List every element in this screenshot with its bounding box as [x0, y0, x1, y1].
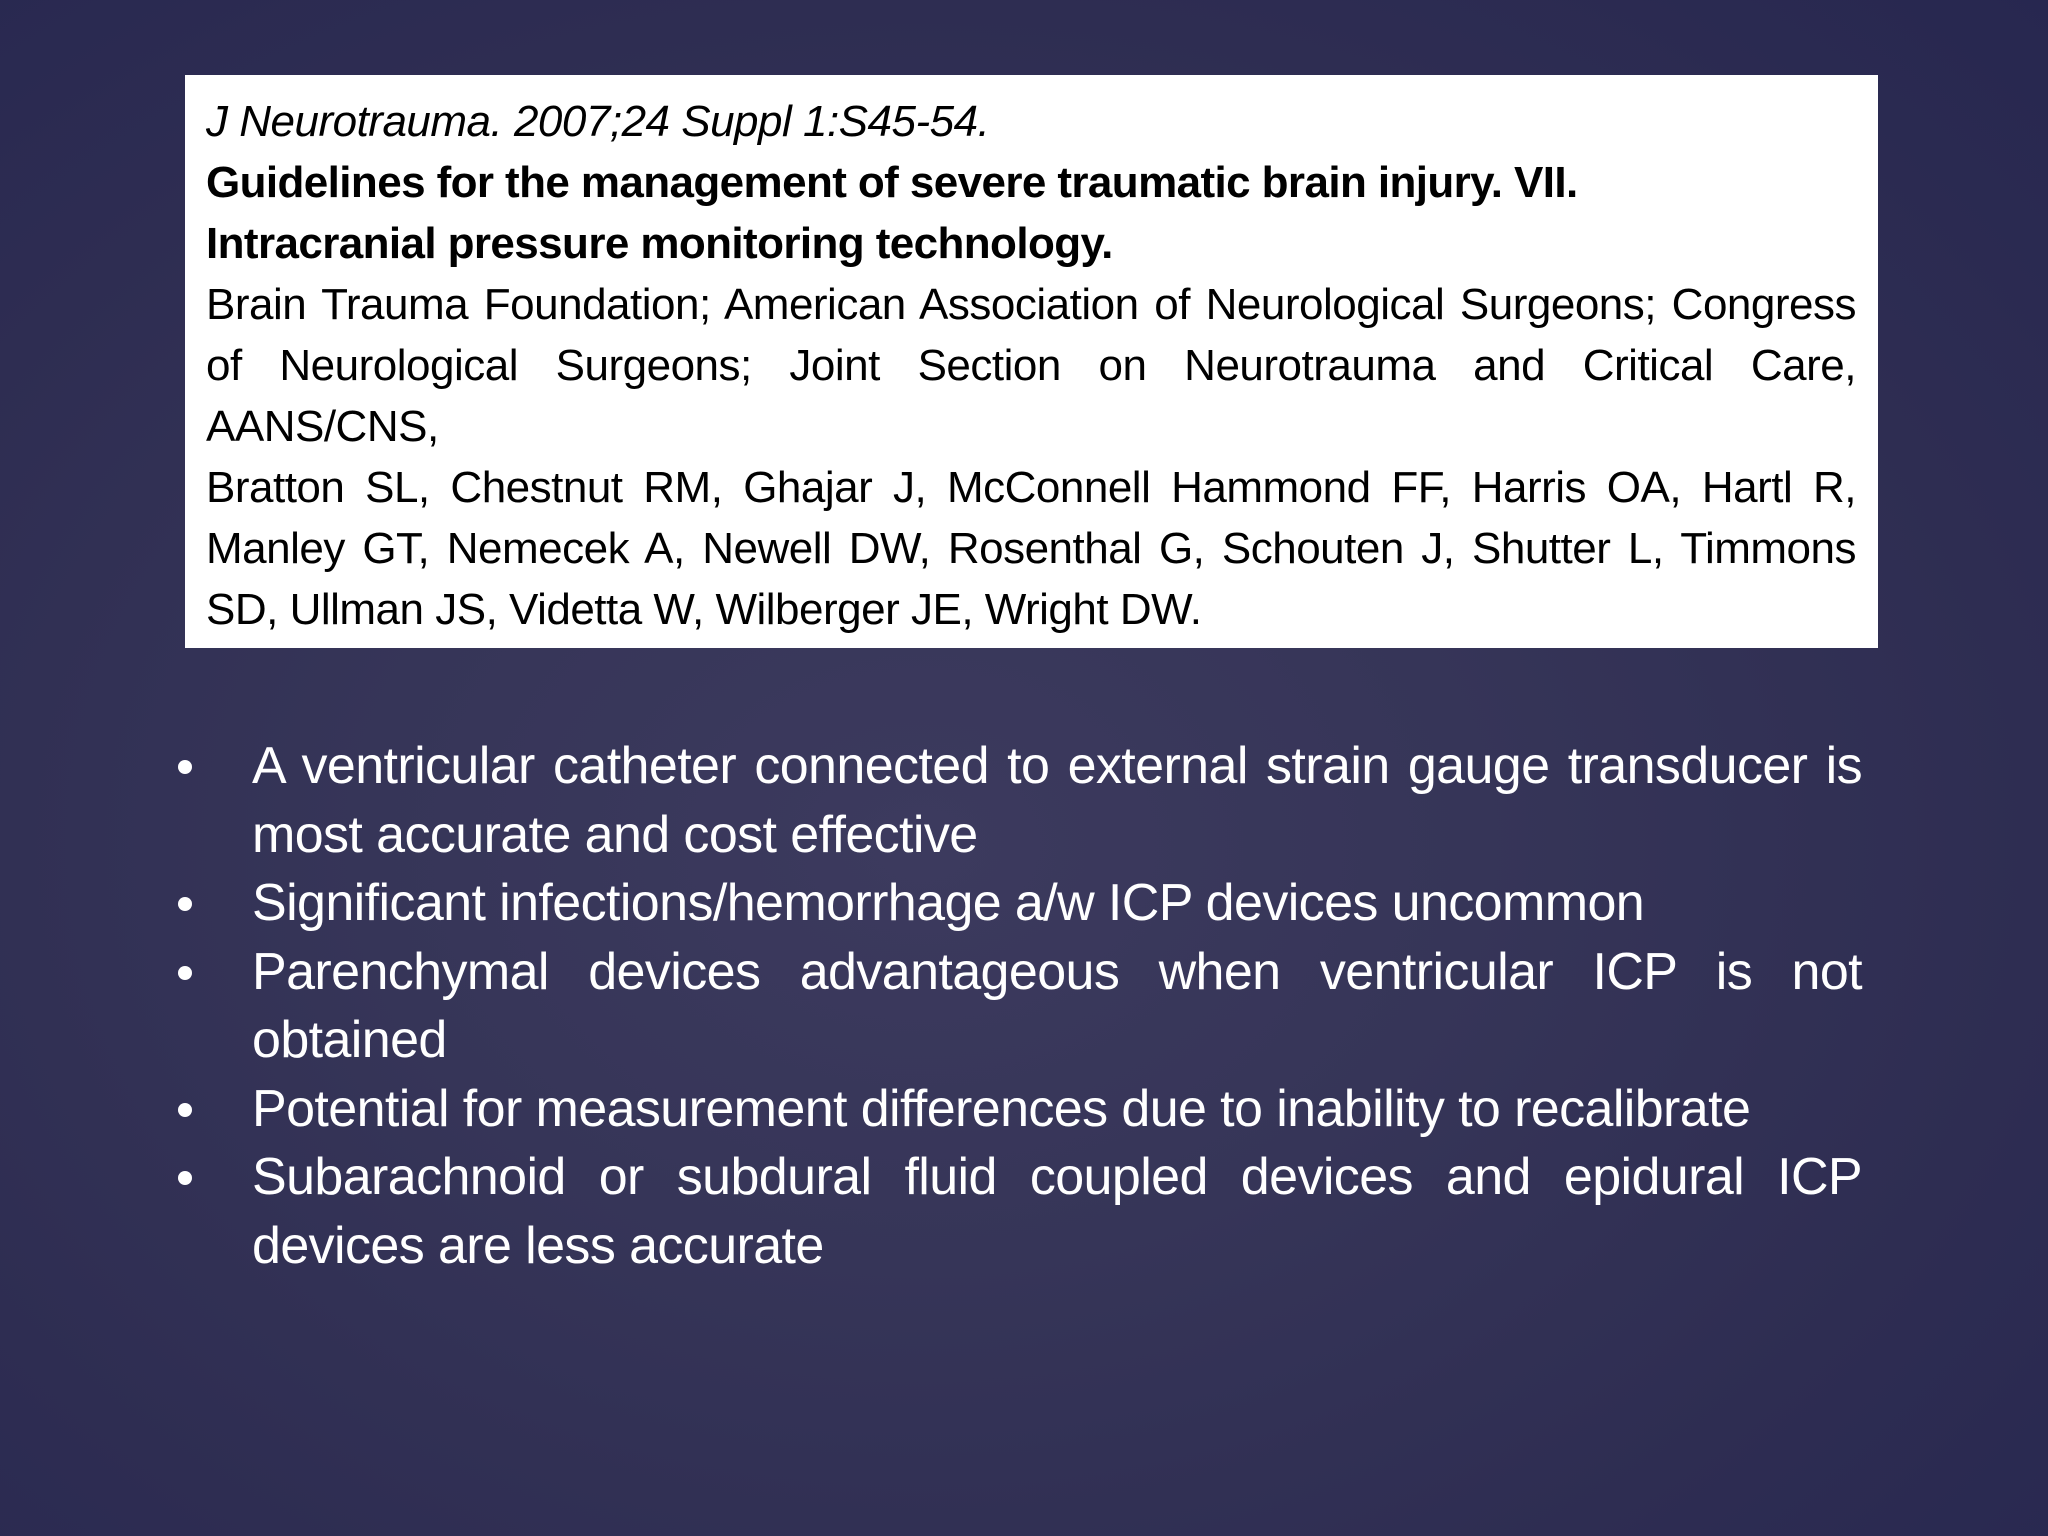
bullet-text: Subarachnoid or subdural fluid coupled devices and epidural ICP devices are less accurate — [252, 1148, 1862, 1275]
bullet-list — [172, 732, 1862, 1280]
bullet-text: Significant infections/hemorrhage a/w ICP devices uncommon — [252, 874, 1645, 932]
bullet-item — [172, 1075, 1862, 1144]
bullet-dot-icon — [178, 966, 192, 980]
bullet-item — [172, 1143, 1862, 1280]
bullet-item — [172, 938, 1862, 1075]
bullet-item — [172, 732, 1862, 869]
citation-title-line-1: Guidelines for the management of severe traumatic brain injury. VII. — [206, 158, 1578, 207]
citation-organizations: Brain Trauma Foundation; American Association of Neurological Surgeons; Congress of Neurological Surgeons; Joint Section on Neurotrauma and Critical Care, AANS/CNS, — [206, 280, 1856, 451]
bullet-text: Potential for measurement differences due to inability to recalibrate — [252, 1079, 1751, 1138]
bullet-item — [172, 869, 1862, 938]
bullet-text: Parenchymal devices advantageous when ventricular ICP is not obtained — [252, 942, 1862, 1069]
bullet-text: A ventricular catheter connected to external strain gauge transducer is most accurate and cost effective — [252, 737, 1862, 864]
citation-title-line-2: Intracranial pressure monitoring technology. — [206, 219, 1113, 268]
bullet-dot-icon — [178, 1171, 192, 1185]
citation-authors: Bratton SL, Chestnut RM, Ghajar J, McConnell Hammond FF, Harris OA, Hartl R, Manley GT, Nemecek A, Newell DW, Rosenthal G, Schouten J, Shutter L, Timmons SD, Ullman JS, Videtta W, Wilberger JE, Wright DW. — [206, 463, 1856, 634]
bullet-dot-icon — [178, 760, 192, 774]
bullet-dot-icon — [178, 897, 192, 911]
citation-box — [185, 75, 1878, 648]
citation-journal: J Neurotrauma. 2007;24 Suppl 1:S45-54. — [206, 97, 990, 146]
bullet-dot-icon — [178, 1103, 192, 1117]
